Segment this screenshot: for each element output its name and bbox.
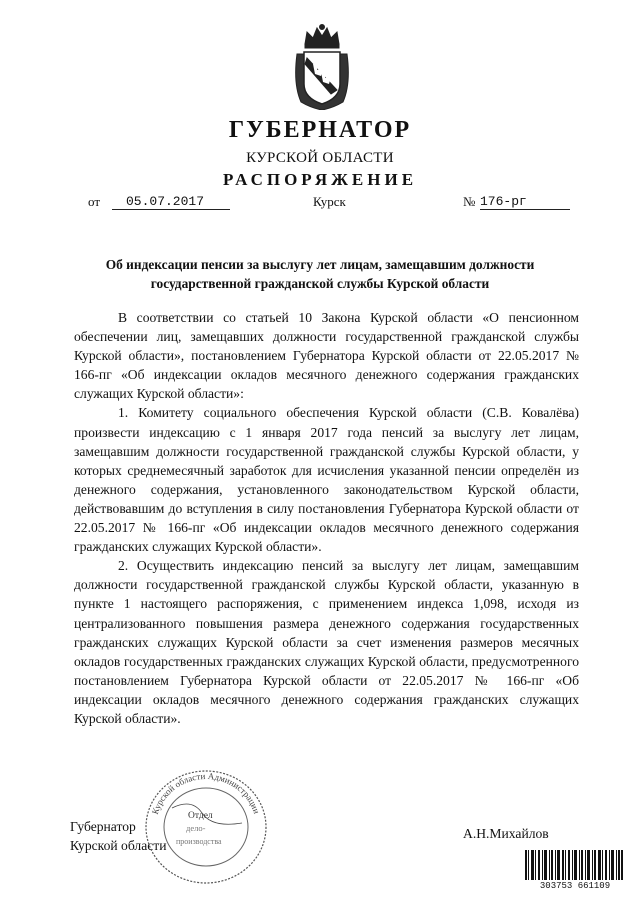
body-paragraph: 1. Комитету социального обеспечения Курской области (С.В. Ковалёва) произвести индексацию с 1 января 2017 года пенсий за выслугу лет лицам, замещавшим должности государственной гражданской службы Курской области, у которых среднемесячный заработок для исчисления указанной пенсии определён из денежного содержания, установленного законодательством Курской области, действовавшим до вступления в силу постановления Губернатора Курской области от 22.05.2017 № 166-пг «Об индексации окладов месячного денежного содержания гражданских служащих Курской области». <box>74 405 579 555</box>
signatory-position-line: Губернатор <box>70 819 136 834</box>
body-paragraph: 2. Осуществить индексацию пенсий за выслугу лет лицам, замещавшим должности государственной гражданской службы Курской области, указанную в пункте 1 настоящего распоряжения, с применением индекса 1,098, исходя из централизованного повышения размера денежного содержания государственных гражданских служащих Курской области за счет изменения размеров месячных окладов государственных гражданских служащих Курской области, предусмотренного постановлением Губернатора Курской области от 22.05.2017 № 166-пг «Об индексации окладов месячного денежного содержания гражданских служащих Курской области». <box>74 558 579 726</box>
document-date: 05.07.2017 <box>112 194 230 210</box>
body-paragraph: В соответствии со статьей 10 Закона Курской области «О пенсионном обеспечении лиц, замещавших должности государственной гражданской службы Курской области», постановлением Губернатора Курской области от 22.05.2017 № 166-пг «Об индексации окладов месячного денежного содержания гражданских служащих Курской области»: <box>74 310 579 402</box>
document-body <box>74 308 579 728</box>
document-city: Курск <box>313 194 346 209</box>
document-subject: Об индексации пенсии за выслугу лет лицам, замещавшим должности государственной гражданской службы Курской области <box>105 257 535 291</box>
number-label: № <box>463 194 476 209</box>
coat-of-arms-icon <box>291 24 353 110</box>
svg-text:дело-: дело- <box>186 823 206 833</box>
svg-text:Курской области Администрации: Курской области Администрации <box>149 770 262 816</box>
svg-text:производства: производства <box>176 837 222 846</box>
official-stamp-icon <box>142 768 270 886</box>
signatory-position-line: Курской области <box>70 838 167 853</box>
issuer-region: КУРСКОЙ ОБЛАСТИ <box>246 150 394 166</box>
date-label: от <box>88 194 101 209</box>
document-type: РАСПОРЯЖЕНИЕ <box>222 170 418 189</box>
barcode-number: 303753 661109 <box>525 880 625 892</box>
svg-text:Отдел: Отдел <box>188 811 213 821</box>
issuer-title: ГУБЕРНАТОР <box>228 117 412 143</box>
signatory-name: А.Н.Михайлов <box>463 826 549 841</box>
document-number: 176-рг <box>480 194 570 210</box>
